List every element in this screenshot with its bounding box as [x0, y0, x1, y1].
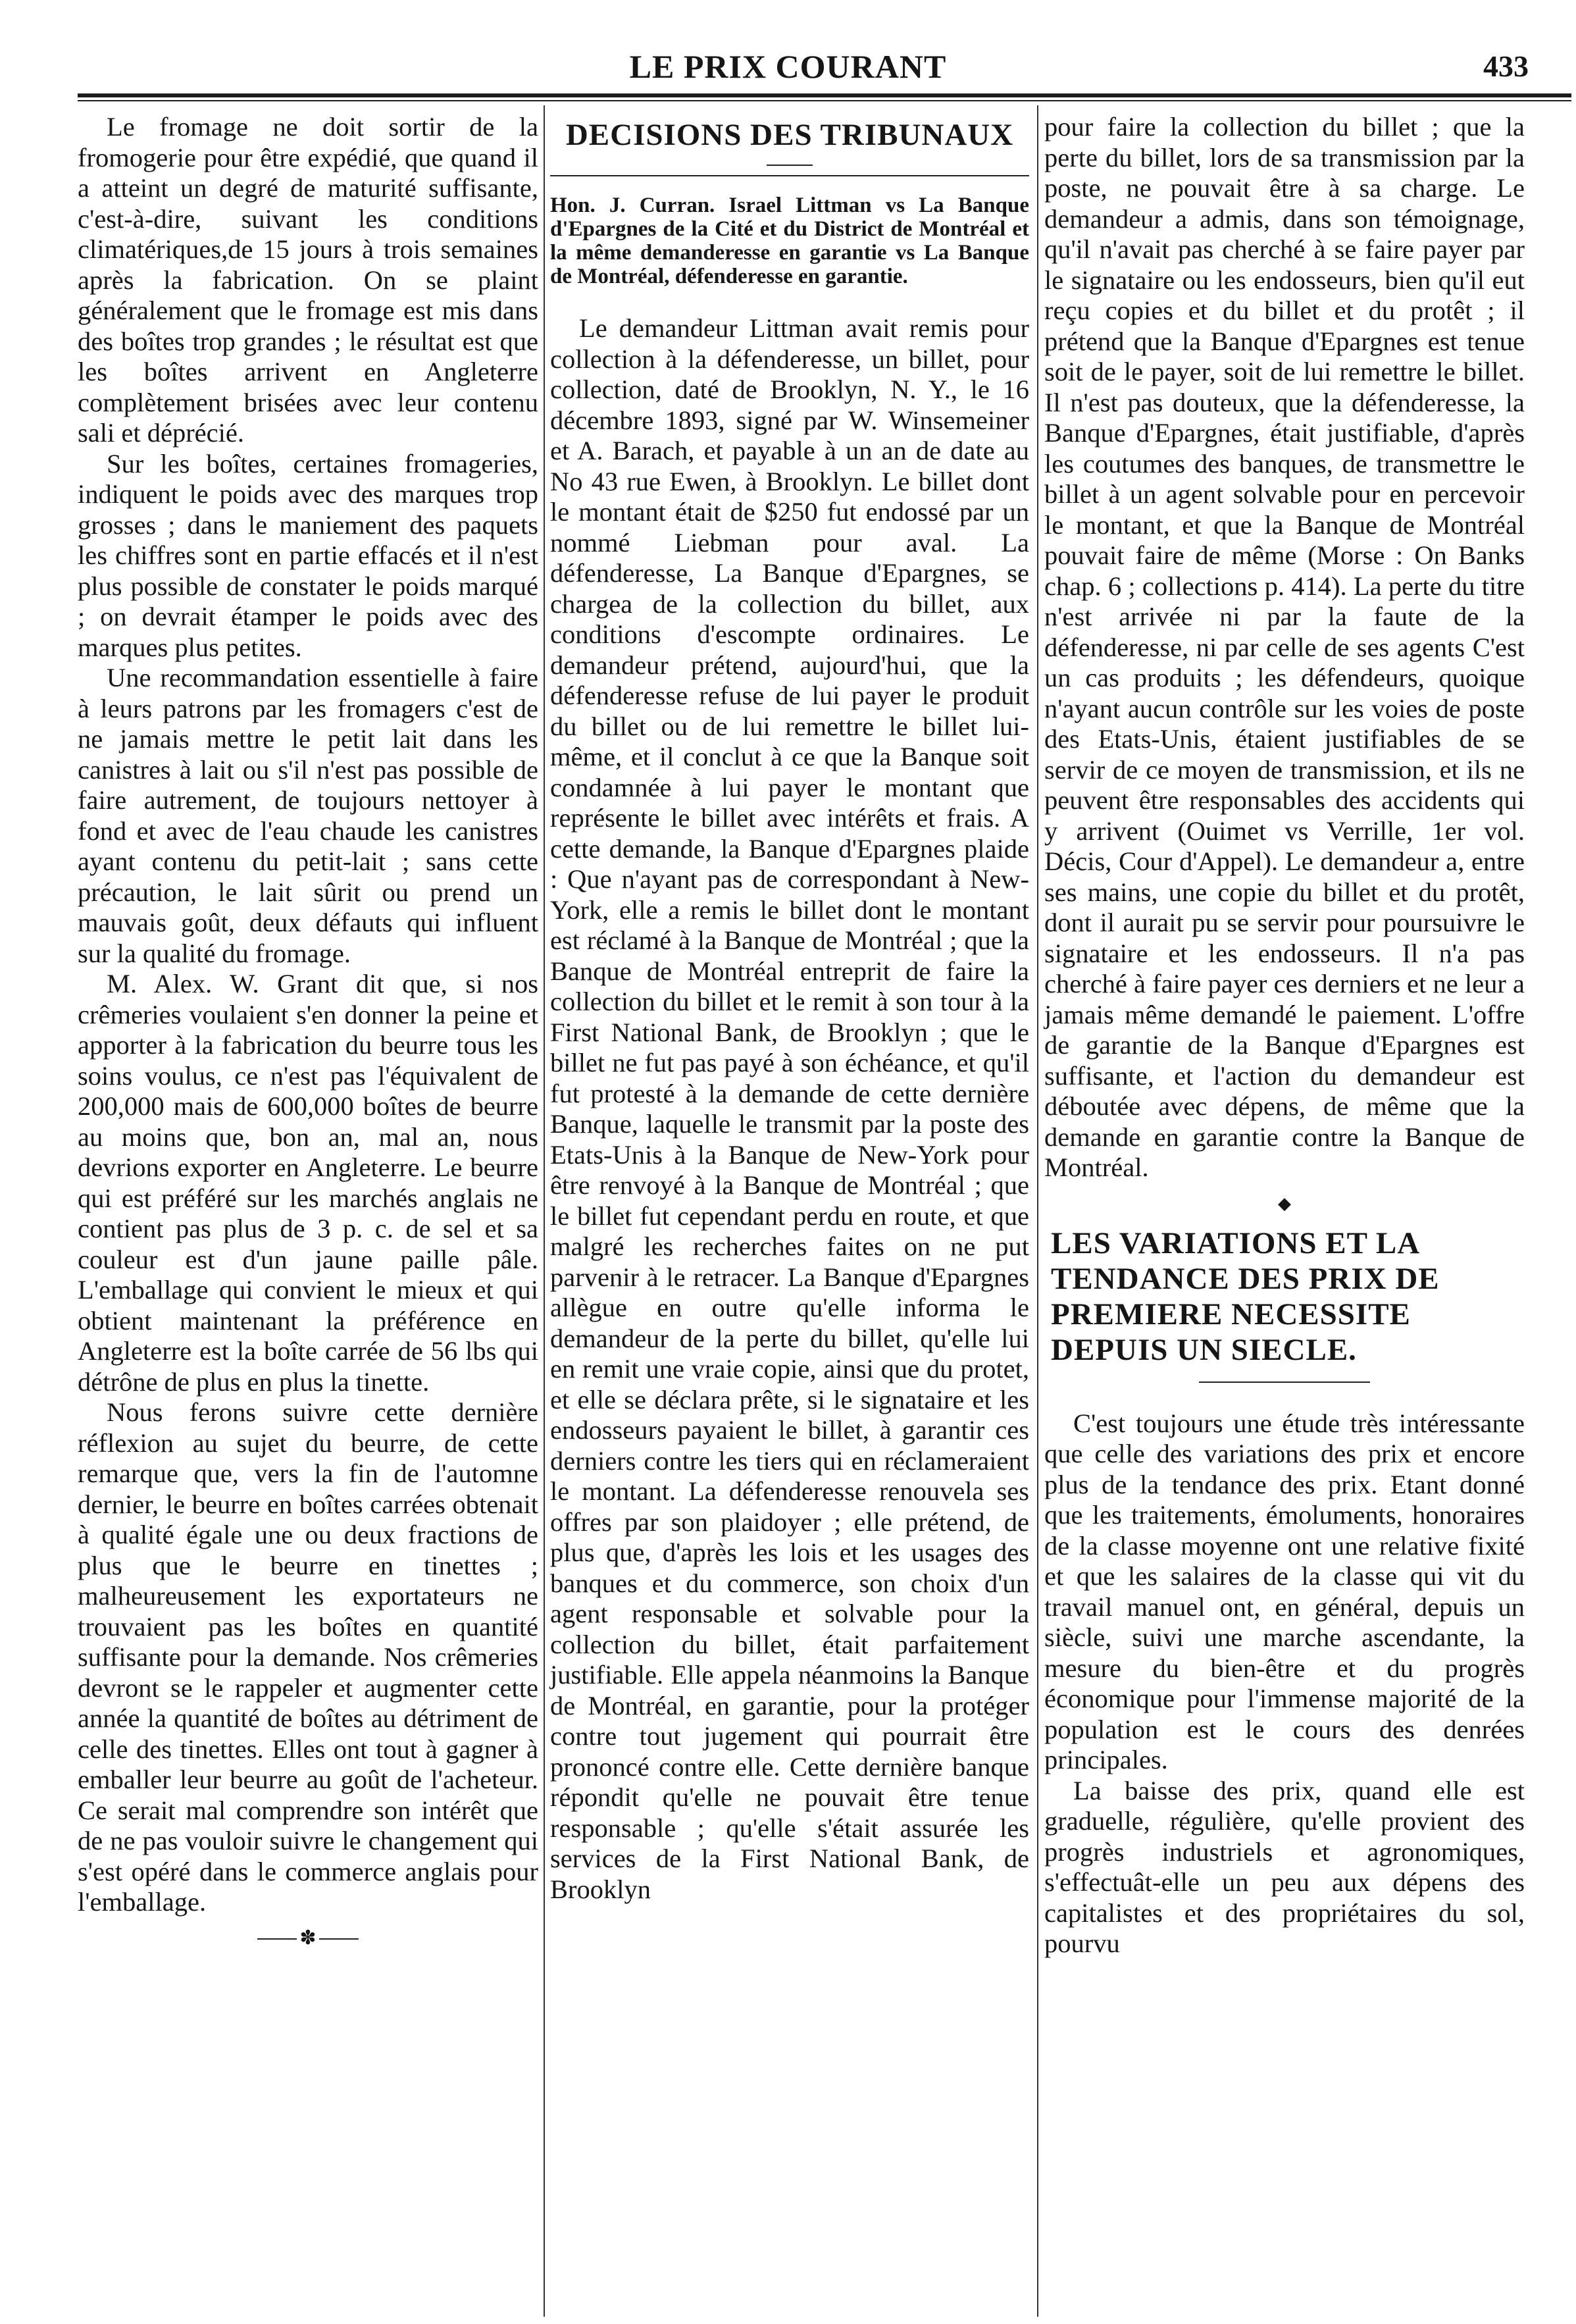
end-ornament: ✽ [78, 1926, 538, 1952]
paragraph: M. Alex. W. Grant dit que, si nos crêmeries voulaient s'en donner la peine et apporter à la fabrication du beurre tous les soins voulus, ce n'est pas l'équivalent de 200,000 mais de 600,000 boîtes de beurre au moins que, bon an, mal an, nous devrions exporter en Angleterre. Le beurre qui est préféré sur les marchés anglais ne contient pas plus de 3 p. c. de sel et sa couleur est d'un jaune paille pâle. L'emballage qui convient le mieux et qui obtient maintenant la préférence en Angleterre est la boîte carrée de 56 lbs qui détrône de plus en plus la tinette. [78, 969, 538, 1397]
page-header [0, 0, 1576, 99]
column-divider [1037, 105, 1038, 2317]
paragraph: Le demandeur Littman avait remis pour collection à la défenderesse, un billet, pour collection, daté de Brooklyn, N. Y., le 16 décembre 1893, signé par W. Winsemeiner et A. Barach, et payable à un an de date au No 43 rue Ewen, à Brooklyn. Le billet dont le montant était de $250 fut endossé par un nommé Liebman pour aval. La défenderesse, La Banque d'Epargnes, se chargea de la collection du billet, aux conditions d'escompte ordinaires. Le demandeur prétend, aujourd'hui, que la défenderesse refuse de lui payer le produit du billet ou de lui remettre le billet lui-même, et il conclut à ce que la Banque soit condamnée à lui payer le montant que représente le billet avec intérêts et frais. A cette demande, la Banque d'Epargnes plaide : Que n'ayant pas de correspondant à New-York, elle a remis le billet dont le montant est réclamé à la Banque de Montréal ; que la Banque de Montréal entreprit de faire la collection du billet et le remit à son tour à la First National Bank, de Brooklyn ; que le billet ne fut pas payé à son échéance, et qu'il fut protesté à la demande de cette dernière Banque, laquelle le transmit par la poste des Etats-Unis à la Banque de New-York pour être renvoyé à la Banque de Montréal ; que le billet fut cependant perdu en route, et que malgré les recherches faites on ne put parvenir à le retracer. La Banque d'Epargnes allègue en outre qu'elle informa le demandeur de la perte du billet, qu'elle lui en remit une vraie copie, ainsi que du protet, et elle se déclara prête, si le signataire et les endosseurs payaient le billet, à garantir ces derniers contre les tiers qui en réclameraient le montant. La défenderesse renouvela ses offres par son plaidoyer ; elle prétend, de plus que, d'après les lois et les usages des banques et du commerce, son choix d'un agent responsable et solvable pour la collection du billet, était parfaitement justifiable. Elle appela néanmoins la Banque de Montréal, en garantie, pour la protéger contre tout jugement qui pourrait être prononcé contre elle. Cette dernière banque répondit qu'elle ne pouvait être tenue responsable ; qu'elle s'était assurée les services de la First National Bank, de Brooklyn [550, 313, 1029, 1904]
page-number: 433 [1483, 49, 1529, 83]
header-rule-thin [78, 100, 1571, 101]
page-title: LE PRIX COURANT [629, 48, 947, 85]
section-heading: DECISIONS DES TRIBUNAUX [565, 118, 1014, 152]
heading-rule [1044, 1374, 1525, 1390]
paragraph: Une recommandation essentielle à faire à leurs patrons par les fromagers c'est de ne jamais mettre le petit lait dans les canistres à lait ou s'il n'est pas possible de faire autrement, de toujours nettoyer à fond et avec de l'eau chaude les canistres ayant contenu du petit-lait ; sans cette précaution, le lait sûrit ou prend un mauvais goût, deux défauts qui influent sur la qualité du fromage. [78, 663, 538, 968]
column-1 [78, 112, 538, 1960]
header-rule-thick [78, 93, 1571, 97]
paragraph: pour faire la collection du billet ; que la perte du billet, lors de sa transmission par la poste, ne pouvait être à sa charge. Le demandeur a admis, dans son témoignage, qu'il n'avait pas cherché à se faire payer par le signataire ou les endosseurs, bien qu'il eut reçu copies et du billet et du protêt ; il prétend que la Banque d'Epargnes est tenue soit de le payer, soit de lui remettre le billet. Il n'est pas douteux, que la défenderesse, la Banque d'Epargnes, était justifiable, d'après les coutumes des banques, de transmettre le billet à un agent solvable pour en percevoir le montant, et que la Banque de Montréal pouvait faire de même (Morse : On Banks chap. 6 ; collections p. 414). La perte du titre n'est arrivée ni par la faute de la défenderesse, ni par celle de ses agents C'est un cas produits ; les défendeurs, quoique n'ayant aucun contrôle sur les voies de poste des Etats-Unis, étaient justifiables de se servir de ce moyen de transmission, et ils ne peuvent être responsables des accidents qui y arrivent (Ouimet vs Verrille, 1er vol. Décis, Cour d'Appel). Le demandeur a, entre ses mains, une copie du billet et du protêt, dont il aurait pu se servir pour poursuivre le signataire et les endosseurs. Il n'a pas cherché à faire payer ces derniers et ne leur a jamais même demandé le paiement. L'offre de garantie de la Banque d'Epargnes est suffisante, et l'action du demandeur est déboutée avec dépens, de même que la demande en garantie contre la Banque de Montréal. [1044, 112, 1525, 1182]
column-3 [1044, 112, 1525, 1959]
section-rule [550, 175, 1029, 176]
paragraph: C'est toujours une étude très intéressante que celle des variations des prix et encore plus de la tendance des prix. Etant donné que les traitements, émoluments, honoraires de la classe moyenne ont une relative fixité et que les salaires de la classe qui vit du travail manuel ont, en général, depuis un siècle, suivi une marche ascendante, la mesure du bien-être et du progrès économique pour l'immense majorité de la population est le cours des denrées principales. [1044, 1408, 1525, 1774]
paragraph: Le fromage ne doit sortir de la fromogerie pour être expédié, que quand il a atteint un degré de maturité suffisante, c'est-à-dire, suivant les conditions climatériques,de 15 jours à trois semaines après la fabrication. On se plaint généralement que le fromage est mis dans des boîtes trop grandes ; le résultat est que les boîtes arrivent en Angleterre complètement brisées avec leur contenu sali et déprécié. [78, 112, 538, 448]
article-heading: LES VARIATIONS ET LA TENDANCE DES PRIX DE PREMIERE NECESSITE DEPUIS UN SIECLE. [1051, 1226, 1440, 1367]
heading-rule [550, 159, 1029, 171]
column-divider [544, 105, 545, 2317]
paragraph: Nous ferons suivre cette dernière réflexion au sujet du beurre, de cette remarque que, vers la fin de l'automne dernier, le beurre en boîtes carrées obtenait à qualité égale une ou deux fractions de plus que le beurre en tinettes ; malheureusement les exportateurs ne trouvaient pas les boîtes en quantité suffisante pour la demande. Nos crêmeries devront se le rappeler et augmenter cette année la quantité de boîtes au détriment de celle des tinettes. Elles ont tout à gagner à emballer leur beurre au goût de l'acheteur. Ce serait mal comprendre son intérêt que de ne pas vouloir suivre le changement qui s'est opéré dans le commerce anglais pour l'emballage. [78, 1397, 538, 1917]
section-ornament: ◆ [1278, 1194, 1291, 1214]
paragraph: La baisse des prix, quand elle est graduelle, régulière, qu'elle provient des progrès industriels et agronomiques, s'effectuât-elle un peu aux dépens des capitalistes et des propriétaires du sol, pourvu [1044, 1775, 1525, 1958]
paragraph: Sur les boîtes, certaines fromageries, indiquent le poids avec des marques trop grosses ; dans le maniement des paquets les chiffres sont en partie effacés et il n'est plus possible de constater le poids marqué ; on devrait étamper le poids avec des marques plus petites. [78, 448, 538, 662]
column-2 [550, 112, 1029, 1905]
case-intro: Hon. J. Curran. Israel Littman vs La Banque d'Epargnes de la Cité et du District de Montréal et la même demanderesse en garantie vs La Banque de Montréal, défenderesse en garantie. [550, 194, 1029, 288]
